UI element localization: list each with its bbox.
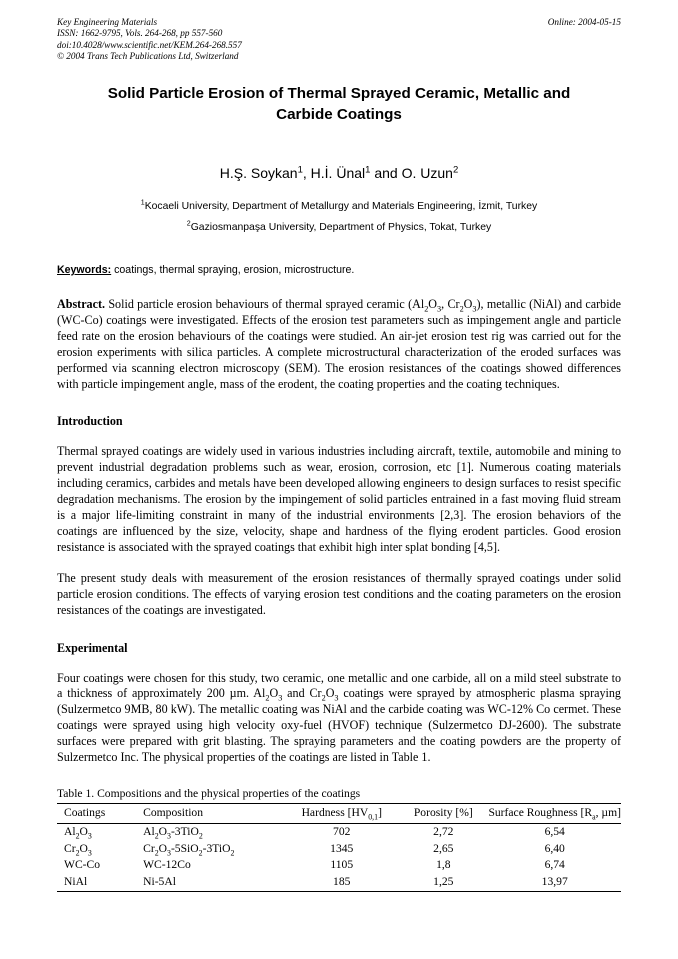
affiliation-2-marker: 2 [186,220,191,228]
roughness-header-unit: , µm] [595,805,621,819]
author-separator-1: , [302,165,311,181]
hardness-header-bracket: ] [378,805,382,819]
experimental-subscript-2: 3 [278,693,283,703]
keywords-line [57,263,621,277]
experimental-paragraph-1 [57,671,621,766]
introduction-paragraph-1: Thermal sprayed coatings are widely used in various industries including aircraft, textile, automobile and mining to prevent industrial degradation problems such as wear, erosion, corrosion, etc [1]. Numerous coating materials including ceramics, carbides and metals have been developed allowing engineers to design surfaces to resist specific degradation mechanisms. The erosion by the impingement of solid particles entrained in a fast moving fluid stream is a major life-limiting constraint in many of the industrial environments [2,3]. The erosion behaviors of the coatings are influenced by the size, velocity, shape and hardness of the flying erodent particles. Good erosion resistance is associated with the sprayed coatings that exhibit high inter splat bonding [4,5]. [57,444,621,554]
cell-surface-roughness: 6,74 [544,858,565,872]
cell-porosity: 1,8 [436,858,451,872]
abstract-subscript-2: 3 [437,304,442,314]
affiliation-2-text: Gaziosmanpaşa University, Department of Physics, Tokat, Turkey [190,222,492,233]
abstract-text-part-4: O [463,297,473,311]
author-1-name: H.Ş. Soykan [219,165,298,181]
cell-hardness: 1345 [330,841,354,855]
copyright-line: © 2004 Trans Tech Publications Ltd, Switzerland [57,50,239,61]
experimental-text-part-2: O [269,686,279,701]
cell-composition: Ni-5Al [137,873,285,892]
cell-surface-roughness: 6,54 [544,825,565,839]
abstract-text-part-5: ), metallic (NiAl) and carbide (WC-Co) coatings were investigated. Effects of the erosion test parameters such as impingement angle and particle feed rate on the erosion behaviours of the coatings were studied. An air-jet erosion test rig was carried out for the erosion experiments with silica particles. A complete microstructural characterization of the eroded surfaces was performed via scanning electron microscopy (SEM). The erosion resistances of the coatings showed differences with particle impingement angle, mass of the erodent, the coating properties and the coating techniques. [57,297,621,391]
experimental-subscript-3: 2 [321,693,326,703]
cell-composition: $Al_2O_3-3TiO_2$ [143,825,203,841]
author-1-affiliation-marker: 1 [297,164,303,176]
cell-porosity: 2,72 [433,825,454,839]
author-3-name: O. Uzun [401,165,453,181]
experimental-text-part-4: O [325,686,335,701]
cell-porosity: 2,65 [433,841,454,855]
cell-coating: WC-Co [64,858,101,872]
abstract-subscript-1: 2 [424,304,429,314]
author-separator-2: and [370,165,402,181]
affiliation-2 [57,217,621,238]
author-2-affiliation-marker: 1 [365,164,371,176]
cell-coating: $Al_2O_3$ [64,825,92,841]
abstract-paragraph [57,297,621,392]
column-header-porosity: Porosity [%] [398,803,488,823]
affiliation-1 [57,196,621,217]
author-2-name: H.İ. Ünal [310,165,366,181]
page-content [57,17,621,892]
experimental-text-part-5: coatings were sprayed by atmospheric plasma spraying (Sulzermetco 9MB, 80 kW). The metallic coating was NiAl and the carbide coating was WC-12% Co cermet. These coatings were sprayed using high velocity oxy-fuel (HVOF) technique (Sulzermetco DJ-2600). The substrate surfaces were prepared with grit blasting. The spraying parameters and the coating powders are the property of Sulzermetco Inc. The physical properties of the coatings are listed in Table 1. [57,686,621,765]
experimental-text-part-1: Four coatings were chosen for this study, two ceramic, one metallic and one carbide, all on a mild steel substrate to a thickness of approximately 200 µm. Al [57,670,621,701]
cell-composition: WC-12Co [143,858,191,872]
keywords-values: coatings, thermal spraying, erosion, microstructure. [111,264,355,276]
paper-title: Solid Particle Erosion of Thermal Sprayed Ceramic, Metallic and Carbide Coatings [107,85,571,123]
cell-porosity: 1,25 [398,873,488,892]
abstract-text-part-3: , Cr [441,297,460,311]
table-1-header [57,803,621,823]
cell-coating: NiAl [57,873,137,892]
table-row [57,840,621,857]
cell-composition: $Cr_2O_3-5SiO_2-3TiO_2$ [143,841,235,857]
experimental-subscript-4: 3 [334,693,339,703]
masthead-left-block [57,17,457,62]
author-3-affiliation-marker: 2 [452,164,459,176]
doi-line: doi:10.4028/www.scientific.net/KEM.264-268.557 [57,39,242,50]
online-publication-date: Online: 2004-05-15 [547,17,621,27]
hardness-header-text: Hardness [HV [301,805,369,819]
abstract-label: Abstract. [57,297,106,311]
affiliation-list [57,196,621,238]
hardness-header-subscript: 0,1 [368,812,379,822]
section-heading-experimental: Experimental [57,640,128,655]
cell-coating: $Cr_2O_3$ [64,841,92,857]
column-header-composition: Composition [137,803,285,823]
abstract-text-part-2: O [428,297,438,311]
roughness-header-text: Surface Roughness [R [488,805,593,819]
affiliation-1-marker: 1 [140,199,145,207]
experimental-text-part-3: and Cr [282,686,322,701]
issn-volume-pages: ISSN: 1662-9795, Vols. 264-268, pp 557-560 [57,28,223,39]
author-list [57,164,621,182]
table-header-row [57,803,621,823]
section-heading-introduction: Introduction [57,414,123,429]
table-row [57,857,621,874]
column-header-coatings: Coatings [57,803,137,823]
cell-hardness: 1105 [330,858,354,872]
roughness-header-subscript: a [592,812,596,822]
journal-name: Key Engineering Materials [57,17,158,27]
abstract-subscript-3: 2 [459,304,464,314]
column-header-hardness [285,803,398,823]
cell-surface-roughness: 6,40 [544,841,565,855]
cell-surface-roughness: 13,97 [488,873,621,892]
abstract-text-part-1: Solid particle erosion behaviours of thermal sprayed ceramic (Al [105,297,425,311]
table-1-coating-properties [57,803,621,892]
affiliation-1-text: Kocaeli University, Department of Metallurgy and Materials Engineering, İzmit, Turkey [144,201,538,212]
experimental-subscript-1: 2 [265,693,270,703]
abstract-subscript-4: 3 [472,304,477,314]
table-1-body [57,823,621,892]
cell-hardness: 702 [333,825,351,839]
table-1-caption: Table 1. Compositions and the physical properties of the coatings [57,786,361,800]
introduction-paragraph-2: The present study deals with measurement of the erosion resistances of thermally sprayed coatings under solid particle erosion conditions. The effects of varying erosion test conditions and the coating parameters on the erosion resistances of the coatings are investigated. [57,570,621,617]
column-header-surface-roughness [488,803,621,823]
journal-masthead [57,17,621,67]
table-row [57,873,621,892]
keywords-label: Keywords: [57,264,112,276]
table-row [57,823,621,840]
cell-hardness: 185 [285,873,398,892]
